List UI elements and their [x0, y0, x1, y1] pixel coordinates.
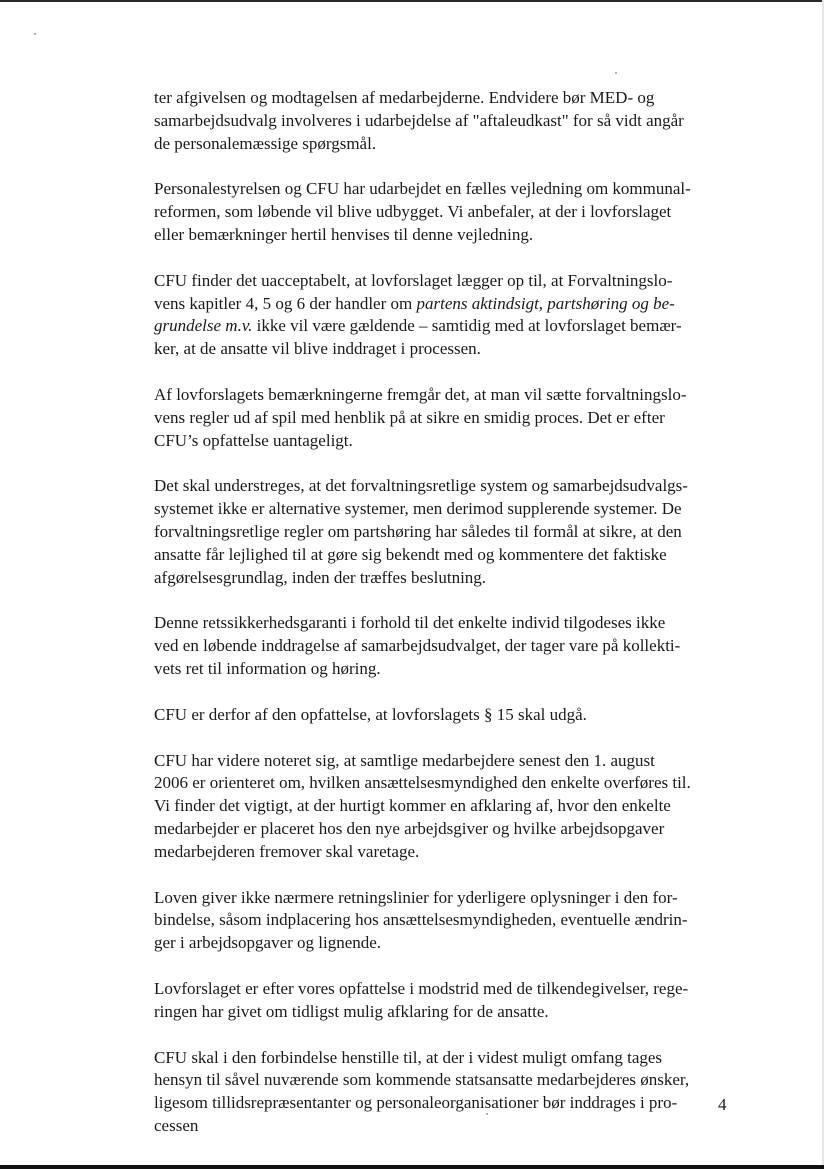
- paragraph: [154, 887, 726, 955]
- text-line: [154, 385, 687, 404]
- paragraph: [154, 270, 726, 361]
- text-line: [154, 88, 654, 107]
- text-line: [154, 568, 486, 587]
- text-segment: forvaltningsretlige regler om partshøring har således til formål at sikre, at den: [154, 521, 682, 541]
- text-segment: eller bemærkninger hertil henvises til denne vejledning.: [154, 224, 534, 244]
- text-segment: Af lovforslagets bemærkningerne fremgår det, at man vil sætte forvaltningslo-: [154, 384, 687, 404]
- text-segment: CFU har videre noteret sig, at samtlige medarbejdere senest den 1. august: [154, 750, 655, 770]
- text-line: [154, 773, 691, 792]
- text-segment: CFU finder det uacceptabelt, at lovforslaget lægger op til, at Forvaltningslo-: [154, 270, 673, 290]
- text-segment: cessen: [154, 1115, 199, 1135]
- text-line: [154, 1070, 689, 1089]
- text-segment: ved en løbende inddragelse af samarbejdsudvalget, der tager vare på kollekti-: [154, 636, 681, 656]
- paragraph: [154, 704, 726, 727]
- text-line: [154, 659, 381, 678]
- text-line: [154, 408, 665, 427]
- paragraph: [154, 178, 726, 246]
- paragraph: [154, 612, 726, 680]
- text-line: [154, 476, 688, 495]
- text-line: [154, 111, 684, 130]
- text-line: [154, 888, 678, 907]
- text-line: [154, 134, 376, 153]
- paragraph: [154, 978, 726, 1024]
- text-segment: vens regler ud af spil med henblik på at sikre en smidig proces. Det er efter: [154, 407, 665, 427]
- text-line: [154, 225, 533, 244]
- scan-speck: [615, 72, 617, 74]
- text-segment: ger i arbejdsopgaver og lignende.: [154, 933, 382, 953]
- scan-top-edge: [0, 0, 824, 2]
- text-line: [154, 202, 671, 221]
- text-segment: ikke vil være gældende – samtidig med at lovforslaget bemær-: [252, 316, 682, 336]
- text-line: [154, 933, 381, 952]
- text-segment: ansatte får lejlighed til at gøre sig bekendt med og kommentere det faktiske: [154, 544, 667, 564]
- text-line: [154, 1048, 662, 1067]
- text-segment: ker, at de ansatte vil blive inddraget i processen.: [154, 339, 481, 359]
- text-segment: vets ret til information og høring.: [154, 658, 381, 678]
- italic-text: grundelse m.v.: [154, 316, 253, 336]
- text-segment: Lovforslaget er efter vores opfattelse i modstrid med de tilkendegivelser, rege-: [154, 978, 689, 998]
- page-number: 4: [718, 1095, 727, 1114]
- text-segment: vens kapitler 4, 5 og 6 der handler om: [154, 293, 417, 313]
- paragraph: [154, 87, 726, 155]
- text-segment: bindelse, såsom indplacering hos ansættelsesmyndigheden, eventuelle ændrin-: [154, 910, 688, 930]
- text-segment: ter afgivelsen og modtagelsen af medarbejderne. Endvidere bør MED- og: [154, 88, 655, 107]
- text-segment: hensyn til såvel nuværende som kommende statsansatte medarbejderes ønsker,: [154, 1070, 690, 1090]
- text-segment: CFU skal i den forbindelse henstille til, at der i videst muligt omfang tages: [154, 1047, 663, 1067]
- text-segment: medarbejderen fremover skal varetage.: [154, 841, 420, 861]
- text-line: [154, 294, 675, 313]
- scan-speck: [34, 33, 36, 35]
- text-segment: 2006 er orienteret om, hvilken ansættelsesmyndighed den enkelte overføres til.: [154, 773, 691, 793]
- text-line: [154, 431, 353, 450]
- paragraph: [154, 1047, 726, 1138]
- text-line: [154, 1093, 677, 1112]
- paragraph: [154, 750, 726, 864]
- text-segment: Denne retssikkerhedsgaranti i forhold til det enkelte individ tilgodeses ikke: [154, 613, 666, 633]
- text-segment: systemet ikke er alternative systemer, men derimod supplerende systemer. De: [154, 499, 682, 519]
- text-line: [154, 316, 682, 335]
- text-segment: CFU’s opfattelse uantageligt.: [154, 430, 353, 450]
- text-segment: ringen har givet om tidligst mulig afklaring for de ansatte.: [154, 1001, 549, 1021]
- text-segment: Personalestyrelsen og CFU har udarbejdet en fælles vejledning om kommunal-: [154, 179, 691, 199]
- text-line: [154, 1116, 198, 1135]
- text-segment: CFU er derfor af den opfattelse, at lovforslagets § 15 skal udgå.: [154, 704, 587, 724]
- text-segment: reformen, som løbende vil blive udbygget. Vi anbefaler, at der i lovforslaget: [154, 202, 672, 222]
- text-line: [154, 613, 665, 632]
- text-line: [154, 979, 688, 998]
- text-line: [154, 705, 587, 724]
- italic-text: partens aktindsigt, partshøring og be-: [416, 293, 675, 313]
- text-segment: samarbejdsudvalg involveres i udarbejdelse af "aftaleudkast" for så vidt angår: [154, 110, 684, 130]
- document-body: [154, 87, 726, 1161]
- text-segment: de personalemæssige spørgsmål.: [154, 133, 377, 153]
- text-line: [154, 910, 688, 929]
- text-segment: Vi finder det vigtigt, at der hurtigt kommer en afklaring af, hvor den enkelte: [154, 796, 671, 816]
- paragraph: [154, 475, 726, 589]
- text-segment: afgørelsesgrundlag, inden der træffes beslutning.: [154, 567, 487, 587]
- text-line: [154, 271, 672, 290]
- text-line: [154, 339, 481, 358]
- text-line: [154, 522, 682, 541]
- text-line: [154, 842, 419, 861]
- text-line: [154, 751, 655, 770]
- text-segment: Det skal understreges, at det forvaltningsretlige system og samarbejdsudvalgs-: [154, 476, 688, 496]
- text-segment: medarbejder er placeret hos den nye arbejdsgiver og hvilke arbejdsopgaver: [154, 818, 665, 838]
- text-line: [154, 636, 680, 655]
- text-line: [154, 796, 671, 815]
- text-line: [154, 1002, 549, 1021]
- text-segment: Loven giver ikke nærmere retningslinier for yderligere oplysninger i den for-: [154, 887, 678, 907]
- text-segment: ligesom tillidsrepræsentanter og personaleorganisationer bør inddrages i pro-: [154, 1093, 678, 1113]
- text-line: [154, 179, 691, 198]
- paragraph: [154, 384, 726, 452]
- text-line: [154, 545, 667, 564]
- text-line: [154, 499, 682, 518]
- scan-bottom-edge: [0, 1165, 824, 1169]
- text-line: [154, 819, 664, 838]
